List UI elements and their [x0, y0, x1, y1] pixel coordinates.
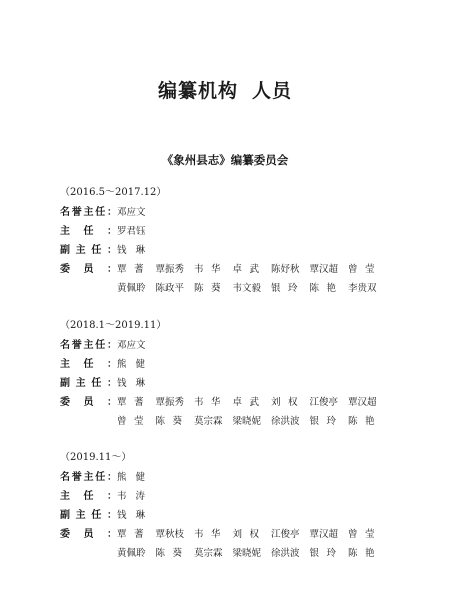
- members-row: [60, 393, 400, 431]
- members-list: [117, 393, 387, 431]
- page-title: [0, 76, 450, 103]
- member-name: 李贵双: [348, 283, 377, 294]
- members-list: [117, 525, 387, 563]
- role-label-deputy: 副 主 任 ：: [60, 245, 117, 256]
- member-name: 银 玲: [271, 283, 298, 294]
- role-label-director: 主 任 ：: [60, 226, 117, 237]
- member-name: 梁晓妮: [232, 548, 262, 559]
- committee-title: 《象州县志》编纂委员会: [161, 153, 289, 167]
- role-label-deputy: 副 主 任 ：: [60, 510, 117, 521]
- member-name: 覃汉超: [309, 529, 339, 540]
- member-name: 覃 蓍: [117, 529, 144, 540]
- member-name: 银 玲: [309, 548, 336, 559]
- member-name: 刘 权: [232, 529, 259, 540]
- deputy-name: 钱 琳: [117, 245, 145, 256]
- deputy-name: 钱 琳: [117, 510, 145, 521]
- members-row: [60, 260, 400, 298]
- member-name: 曾 莹: [117, 416, 144, 427]
- director-name: 韦 涛: [117, 491, 145, 502]
- member-name: 卓 武: [232, 264, 259, 275]
- member-name: 莫宗霖: [194, 548, 223, 559]
- honorary-row: [60, 468, 400, 487]
- deputy-row: [60, 241, 400, 260]
- member-name: 陈妤秋: [271, 264, 300, 275]
- member-name: 徐洪波: [271, 416, 300, 427]
- member-name: 曾 莹: [348, 264, 375, 275]
- member-name: 徐洪波: [271, 548, 300, 559]
- member-name: 韦 华: [194, 264, 221, 275]
- director-name: 熊 健: [117, 359, 145, 370]
- role-label-director: 主 任 ：: [60, 359, 117, 370]
- member-name: 江俊亭: [271, 529, 300, 540]
- period-label: （2019.11～）: [60, 452, 132, 463]
- role-label-honorary: 名 誉 主 任 ：: [60, 472, 117, 483]
- member-name: 刘 权: [271, 397, 298, 408]
- director-row: [60, 222, 400, 241]
- member-name: 覃振秀: [155, 264, 185, 275]
- member-name: 江俊亭: [309, 397, 339, 408]
- member-name: 韦文毅: [232, 283, 262, 294]
- member-name: 韦 华: [194, 529, 221, 540]
- member-name: 韦 华: [194, 397, 221, 408]
- member-name: 陈 艳: [348, 548, 375, 559]
- page-title-main: 编纂机构: [157, 80, 238, 102]
- member-name: 黄佩聆: [117, 283, 146, 294]
- honorary-name: 邓应文: [117, 340, 146, 351]
- member-name: 陈 葵: [155, 416, 182, 427]
- member-name: 覃秋枝: [155, 529, 185, 540]
- member-name: 陈 艳: [348, 416, 375, 427]
- members-row: [60, 525, 400, 563]
- member-name: 梁晓妮: [232, 416, 262, 427]
- honorary-row: [60, 336, 400, 355]
- role-label-members: 委 员 ：: [60, 397, 117, 408]
- role-label-director: 主 任 ：: [60, 491, 117, 502]
- director-row: [60, 355, 400, 374]
- period-label: （2018.1～2019.11）: [60, 320, 167, 331]
- deputy-row: [60, 506, 400, 525]
- honorary-name: 熊 健: [117, 472, 145, 483]
- role-label-members: 委 员 ：: [60, 529, 117, 540]
- member-name: 莫宗霖: [194, 416, 223, 427]
- role-label-members: 委 员 ：: [60, 264, 117, 275]
- period-block-3: [60, 449, 400, 563]
- member-name: 覃 蓍: [117, 397, 144, 408]
- honorary-row: [60, 203, 400, 222]
- period-label: （2016.5～2017.12）: [60, 187, 167, 198]
- member-name: 陈 艳: [309, 283, 336, 294]
- page-title-sub: 人员: [252, 80, 293, 102]
- director-row: [60, 487, 400, 506]
- member-name: 覃 蓍: [117, 264, 144, 275]
- role-label-deputy: 副 主 任 ：: [60, 378, 117, 389]
- member-name: 曾 莹: [348, 529, 375, 540]
- role-label-honorary: 名 誉 主 任 ：: [60, 207, 117, 218]
- member-name: 卓 武: [232, 397, 259, 408]
- honorary-name: 邓应文: [117, 207, 146, 218]
- member-name: 覃振秀: [155, 397, 185, 408]
- period-block-2: [60, 317, 400, 431]
- director-name: 罗君钰: [117, 226, 146, 237]
- member-name: 陈政平: [155, 283, 185, 294]
- member-name: 陈 葵: [194, 283, 221, 294]
- period-block-1: [60, 184, 400, 298]
- member-name: 银 玲: [309, 416, 336, 427]
- member-name: 覃汉超: [309, 264, 339, 275]
- members-list: [117, 260, 387, 298]
- member-name: 陈 葵: [155, 548, 182, 559]
- member-name: 覃汉超: [348, 397, 377, 408]
- role-label-honorary: 名 誉 主 任 ：: [60, 340, 117, 351]
- deputy-name: 钱 琳: [117, 378, 145, 389]
- deputy-row: [60, 374, 400, 393]
- member-name: 黄佩聆: [117, 548, 146, 559]
